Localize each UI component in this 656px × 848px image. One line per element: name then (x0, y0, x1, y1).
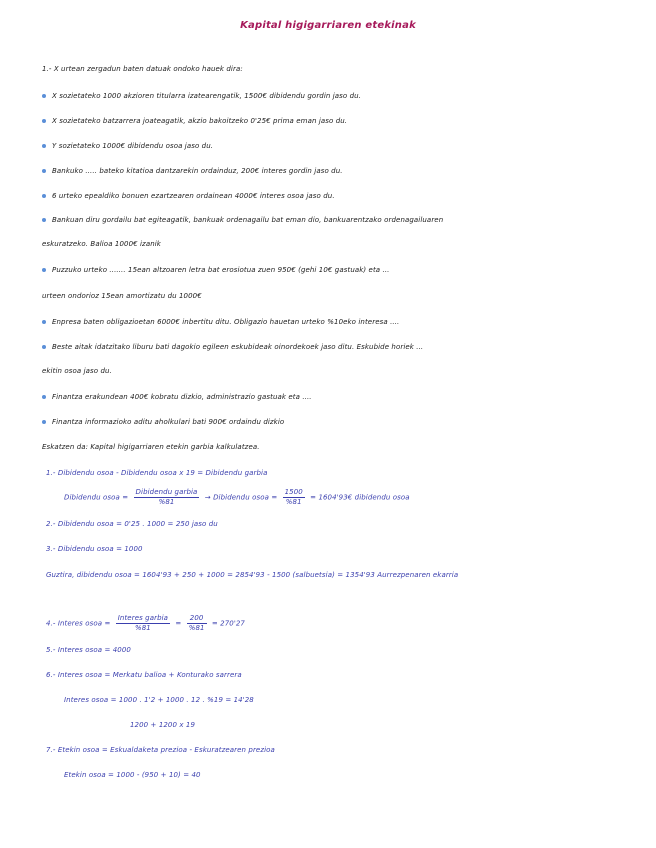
bullet-icon (42, 144, 46, 148)
list-item: Bankuan diru gordailu bat egiteagatik, bankuak ordenagailu bat eman dio, bankuarentzako ordenagailuaren (42, 216, 443, 224)
fraction: $\frac{\text{Interes garbia}}{\%81}$ (117, 614, 169, 632)
list-item-continuation: eskuratzeko. Balioa 1000€ izanik (42, 240, 161, 248)
bullet-icon (42, 420, 46, 424)
bullet-icon (42, 169, 46, 173)
fraction: $\frac{1500}{\%81}$ (284, 488, 303, 506)
solution-5: 5.- Interes osoa = 4000 (46, 646, 131, 654)
list-item: Finantza informazioko aditu aholkulari bati 900€ ordaindu dizkio (42, 418, 284, 426)
intro-line: 1.- X urtean zergadun baten datuak ondoko hauek dira: (42, 65, 243, 73)
list-item-continuation: ekitin osoa jaso du. (42, 367, 112, 375)
solution-6-formula: Interes osoa = 1000 . 1'2 + 1000 . 12 . %19 = 14'28 (64, 696, 254, 704)
bullet-icon (42, 94, 46, 98)
solution-1: 1.- Dibidendu osoa - Dibidendu osoa x 19 = Dibidendu garbia (46, 469, 268, 477)
bullet-icon (42, 194, 46, 198)
bullet-icon (42, 119, 46, 123)
solution-2: 2.- Dibidendu osoa = 0'25 . 1000 = 250 jaso du (46, 520, 218, 528)
solution-sum: Guztira, dibidendu osoa = 1604'93 + 250 + 1000 = 2854'93 - 1500 (salbuetsia) = 1354'93 Aurrezpenaren ekarria (46, 571, 459, 579)
list-item: Finantza erakundean 400€ kobratu dizkio, administrazio gastuak eta .... (42, 393, 312, 401)
list-item: Bankuko ..... bateko kitatioa dantzarekin ordainduz, 200€ interes gordin jaso du. (42, 167, 343, 175)
solution-7: 7.- Etekin osoa = Eskualdaketa prezioa - Eskuratzearen prezioa (46, 746, 275, 754)
list-item-continuation: urteen ondorioz 15ean amortizatu du 1000€ (42, 292, 202, 300)
bullet-icon (42, 320, 46, 324)
list-item: X sozietateko 1000 akzioren titularra izatearengatik, 1500€ dibidendu gordin jaso du. (42, 92, 361, 100)
solution-4: 4.- Interes osoa = $\frac{\text{Interes garbia}}{\%81}$ = $\frac{200}{\%81}$ = 270'27 (46, 614, 245, 632)
solution-6: 6.- Interes osoa = Merkatu balioa + Konturako sarrera (46, 671, 242, 679)
bullet-icon (42, 268, 46, 272)
page-title: Kapital higigarriaren etekinak (240, 20, 416, 31)
solution-6-formula-2: 1200 + 1200 x 19 (130, 721, 196, 729)
bullet-icon (42, 218, 46, 222)
fraction: $\frac{200}{\%81}$ (188, 614, 205, 632)
list-item: Beste aitak idatzitako liburu bati dagokio egileen eskubideak oinordekoek jaso ditu. Eskubide horiek ... (42, 343, 423, 351)
list-item: Puzzuko urteko ....... 15ean altzoaren letra bat erosiotua zuen 950€ (gehi 10€ gastuak) eta ... (42, 266, 390, 274)
solution-3: 3.- Dibidendu osoa = 1000 (46, 545, 143, 553)
list-item: 6 urteko epealdiko bonuen ezartzearen ordainean 4000€ interes osoa jaso du. (42, 192, 335, 200)
list-item: Y sozietateko 1000€ dibidendu osoa jaso du. (42, 142, 213, 150)
solution-1-formula: Dibidendu osoa = $\frac{\text{Dibidendu garbia}}{\%81}$ → Dibidendu osoa = $\frac{1500}{\%81}$ = 1604'93€ dibidendu osoa (64, 488, 410, 506)
task-line: Eskatzen da: Kapital higigarriaren etekin garbia kalkulatzea. (42, 443, 260, 451)
fraction: $\frac{\text{Dibidendu garbia}}{\%81}$ (135, 488, 198, 506)
bullet-icon (42, 345, 46, 349)
solution-7-formula: Etekin osoa = 1000 - (950 + 10) = 40 (64, 771, 201, 779)
list-item: X sozietateko batzarrera joateagatik, akzio bakoitzeko 0'25€ prima eman jaso du. (42, 117, 347, 125)
bullet-icon (42, 395, 46, 399)
list-item: Enpresa baten obligazioetan 6000€ inbertitu ditu. Obligazio hauetan urteko %10eko interesa .... (42, 318, 399, 326)
